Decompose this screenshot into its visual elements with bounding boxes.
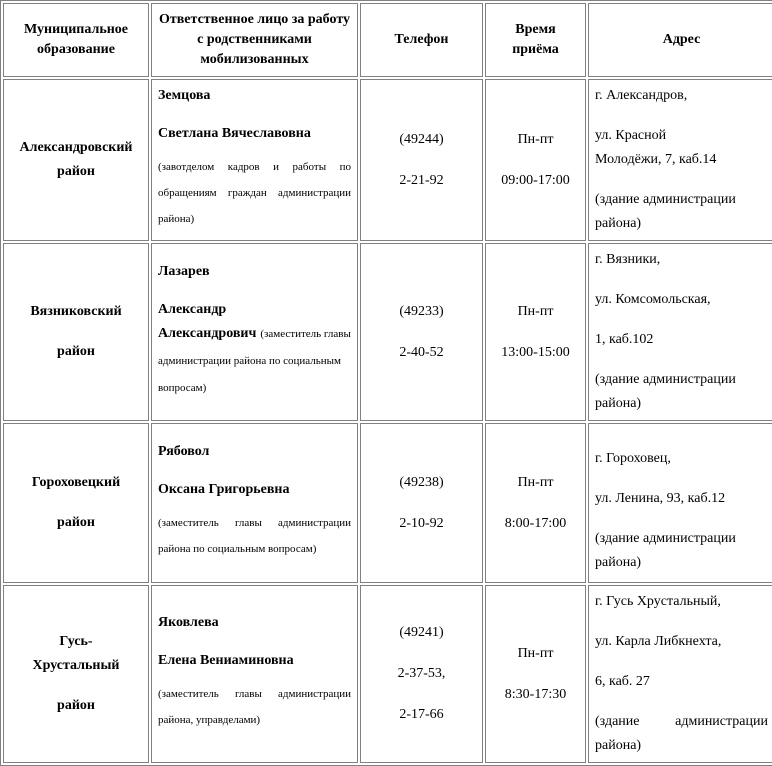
address-note-cont: района) (595, 396, 642, 411)
reception-hours: 13:00-15:00 (501, 344, 570, 360)
address-note: (здание администрации (595, 192, 736, 207)
header-responsible: Ответственное лицо за работу с родственниками мобилизованных (151, 3, 358, 77)
person-surname: Лазарев (158, 263, 210, 279)
address-street: ул. Комсомольская, (595, 292, 711, 307)
address-cell (588, 79, 772, 241)
phone-code: (49241) (399, 625, 444, 640)
reception-hours: 09:00-17:00 (501, 172, 570, 188)
person-role: (заместитель главы администрации района, управделами) (158, 688, 351, 726)
reception-days: Пн-пт (517, 645, 554, 661)
phone-number: 2-21-92 (399, 172, 444, 188)
reception-hours: 8:30-17:30 (504, 686, 567, 702)
reception-days: Пн-пт (517, 474, 554, 490)
address-note-cont: района) (595, 216, 642, 231)
header-address: Адрес (588, 3, 772, 77)
person-surname: Земцова (158, 88, 211, 103)
responsible-cell (151, 79, 358, 241)
municipality-cell: Гусь- Хрустальный район (3, 585, 149, 763)
person-given-name: Елена Вениаминовна (158, 653, 294, 668)
person-patronymic: Александрович (158, 325, 257, 341)
person-given-name: Александр (158, 301, 227, 317)
municipality-cell: Александровский район (3, 79, 149, 241)
person-given-name: Оксана Григорьевна (158, 482, 290, 497)
header-hours: Время приёма (485, 3, 586, 77)
address-cell (588, 585, 772, 763)
person-surname: Рябовол (158, 444, 210, 459)
person-role: (завотделом кадров и работы по обращениям граждан администрации района) (158, 161, 351, 225)
person-role: (заместитель главы администрации района по социальным вопросам) (158, 517, 351, 555)
person-role: (заместитель главы администрации района по социальным вопросам) (158, 327, 351, 394)
address-street: ул. Красной (595, 128, 667, 143)
table-row (3, 243, 772, 421)
table-row (3, 79, 772, 241)
municipality-cell: Гороховецкий район (3, 423, 149, 583)
address-cell (588, 243, 772, 421)
header-municipality: Муниципальное образование (3, 3, 149, 77)
phone-cell (360, 585, 483, 763)
hours-cell (485, 585, 586, 763)
responsible-cell (151, 423, 358, 583)
address-street: ул. Ленина, 93, каб.12 (595, 491, 726, 506)
address-note: (здание администрации (595, 531, 736, 546)
person-given-role (158, 320, 351, 401)
address-city: г. Александров, (595, 88, 688, 103)
responsible-cell (151, 243, 358, 421)
header-phone: Телефон (360, 3, 483, 77)
municipality-cell: Вязниковский район (3, 243, 149, 421)
reception-days: Пн-пт (517, 303, 554, 319)
address-cell (588, 423, 772, 583)
hours-cell (485, 243, 586, 421)
address-note-cont: района) (595, 555, 642, 570)
phone-code: (49238) (399, 474, 444, 490)
reception-hours: 8:00-17:00 (504, 515, 567, 531)
address-city: г. Гороховец, (595, 451, 671, 466)
hours-cell (485, 423, 586, 583)
phone-cell (360, 243, 483, 421)
table-row (3, 423, 772, 583)
phone-code: (49233) (399, 303, 444, 319)
table-row (3, 585, 772, 763)
address-note-cont: района) (595, 738, 642, 753)
header-row (3, 3, 772, 77)
phone-code: (49244) (399, 131, 444, 147)
address-street-cont: Молодёжи, 7, каб.14 (595, 152, 717, 167)
phone-cell (360, 423, 483, 583)
phone-cell (360, 79, 483, 241)
phone-number: 2-40-52 (399, 344, 444, 360)
address-city: г. Вязники, (595, 252, 661, 267)
responsible-cell (151, 585, 358, 763)
address-street-cont: 6, каб. 27 (595, 674, 650, 689)
address-note: (здание администрации (595, 714, 768, 729)
address-street-cont: 1, каб.102 (595, 332, 654, 347)
person-given-name: Светлана Вячеславовна (158, 126, 311, 141)
address-street: ул. Карла Либкнехта, (595, 634, 722, 649)
person-surname: Яковлева (158, 615, 219, 630)
phone-number: 2-37-53, (397, 666, 446, 681)
address-note: (здание администрации (595, 372, 736, 387)
address-city: г. Гусь Хрустальный, (595, 594, 721, 609)
phone-number: 2-10-92 (399, 515, 444, 531)
reception-days: Пн-пт (517, 131, 554, 147)
phone-number-2: 2-17-66 (399, 707, 444, 722)
hours-cell (485, 79, 586, 241)
